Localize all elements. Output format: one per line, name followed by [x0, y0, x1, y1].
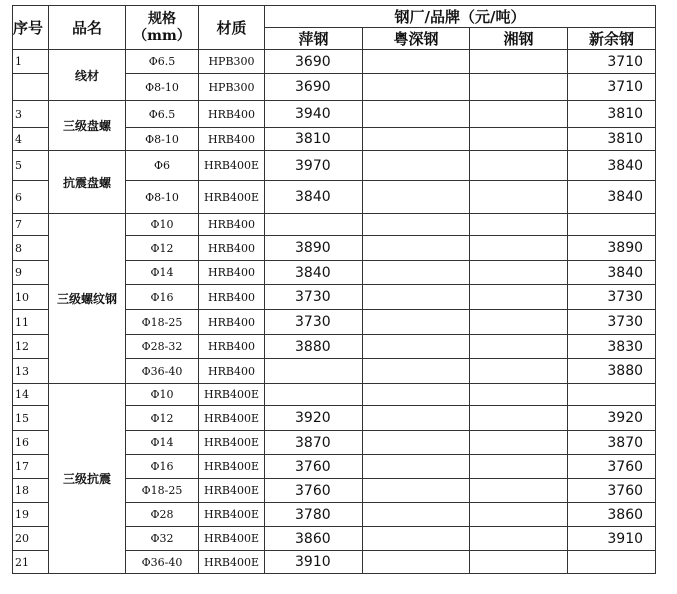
material-cell: HPB300	[199, 74, 265, 101]
price-cell: 3870	[568, 431, 656, 455]
price-cell	[470, 359, 568, 384]
steel-price-table	[12, 5, 656, 574]
material-cell: HRB400	[199, 335, 265, 359]
price-cell: 3690	[265, 50, 363, 74]
seq-cell: 11	[13, 310, 49, 335]
seq-cell: 3	[13, 101, 49, 128]
seq-cell: 9	[13, 261, 49, 285]
spec-cell: Φ16	[126, 455, 199, 479]
price-cell	[363, 261, 470, 285]
price-cell	[363, 479, 470, 503]
material-cell: HRB400E	[199, 431, 265, 455]
price-cell: 3840	[568, 151, 656, 181]
price-cell	[265, 359, 363, 384]
seq-cell: 15	[13, 406, 49, 431]
spec-cell: Φ14	[126, 431, 199, 455]
price-cell	[363, 455, 470, 479]
price-cell	[363, 503, 470, 527]
seq-cell: 1	[13, 50, 49, 74]
price-cell: 3810	[568, 128, 656, 151]
price-cell	[363, 431, 470, 455]
seq-cell: 13	[13, 359, 49, 384]
price-cell: 3810	[568, 101, 656, 128]
seq-cell: 7	[13, 214, 49, 236]
price-cell: 3730	[568, 285, 656, 310]
spec-cell: Φ12	[126, 406, 199, 431]
spec-cell: Φ32	[126, 527, 199, 551]
spec-cell: Φ10	[126, 384, 199, 406]
spec-cell: Φ6.5	[126, 101, 199, 128]
price-cell: 3840	[265, 261, 363, 285]
price-cell	[470, 74, 568, 101]
seq-cell: 20	[13, 527, 49, 551]
spec-cell: Φ8-10	[126, 181, 199, 214]
seq-cell: 6	[13, 181, 49, 214]
price-cell	[470, 50, 568, 74]
price-cell	[470, 479, 568, 503]
seq-cell: 12	[13, 335, 49, 359]
price-cell: 3690	[265, 74, 363, 101]
seq-cell: 5	[13, 151, 49, 181]
price-cell	[363, 101, 470, 128]
price-cell: 3780	[265, 503, 363, 527]
brand-group-header: 钢厂/品牌（元/吨）	[265, 6, 656, 28]
price-cell	[470, 128, 568, 151]
price-cell: 3970	[265, 151, 363, 181]
spec-cell: Φ8-10	[126, 128, 199, 151]
product-name-cell: 抗震盘螺	[49, 151, 126, 214]
price-cell: 3810	[265, 128, 363, 151]
spec-cell: Φ10	[126, 214, 199, 236]
price-cell	[470, 431, 568, 455]
material-header: 材质	[199, 6, 265, 50]
material-cell: HRB400E	[199, 384, 265, 406]
name-header: 品名	[49, 6, 126, 50]
spec-header	[126, 6, 199, 50]
price-cell	[363, 181, 470, 214]
price-cell: 3830	[568, 335, 656, 359]
price-cell	[470, 406, 568, 431]
seq-cell: 16	[13, 431, 49, 455]
price-cell	[363, 128, 470, 151]
table-row	[13, 50, 656, 74]
seq-cell: 18	[13, 479, 49, 503]
spec-header-line2: （mm）	[133, 27, 191, 44]
price-cell	[470, 236, 568, 261]
table-row	[13, 101, 656, 128]
brand-header: 湘钢	[470, 28, 568, 50]
spec-cell: Φ36-40	[126, 551, 199, 574]
price-cell: 3860	[265, 527, 363, 551]
material-cell: HRB400	[199, 285, 265, 310]
seq-cell: 17	[13, 455, 49, 479]
spec-cell: Φ8-10	[126, 74, 199, 101]
price-cell	[470, 310, 568, 335]
seq-cell: 21	[13, 551, 49, 574]
material-cell: HRB400E	[199, 455, 265, 479]
price-cell	[470, 335, 568, 359]
price-cell	[363, 236, 470, 261]
seq-cell: 19	[13, 503, 49, 527]
price-cell: 3760	[568, 455, 656, 479]
price-cell	[363, 285, 470, 310]
price-cell: 3880	[568, 359, 656, 384]
spec-header-line1: 规格	[148, 10, 176, 27]
price-cell	[363, 214, 470, 236]
price-cell	[568, 214, 656, 236]
price-cell	[363, 50, 470, 74]
material-cell: HRB400E	[199, 503, 265, 527]
material-cell: HRB400	[199, 236, 265, 261]
price-cell	[470, 214, 568, 236]
price-cell	[470, 285, 568, 310]
price-cell	[470, 151, 568, 181]
price-cell	[470, 527, 568, 551]
price-cell	[470, 261, 568, 285]
price-cell: 3710	[568, 74, 656, 101]
price-cell: 3760	[265, 479, 363, 503]
material-cell: HRB400E	[199, 181, 265, 214]
spec-cell: Φ12	[126, 236, 199, 261]
material-cell: HRB400	[199, 261, 265, 285]
price-cell: 3730	[265, 285, 363, 310]
price-cell	[363, 151, 470, 181]
brand-header: 新余钢	[568, 28, 656, 50]
table-row	[13, 384, 656, 406]
price-cell: 3870	[265, 431, 363, 455]
material-cell: HRB400	[199, 214, 265, 236]
header-row	[13, 6, 656, 28]
price-cell	[363, 74, 470, 101]
spec-cell: Φ14	[126, 261, 199, 285]
price-cell: 3710	[568, 50, 656, 74]
spec-cell: Φ36-40	[126, 359, 199, 384]
price-cell	[265, 384, 363, 406]
price-cell	[363, 359, 470, 384]
material-cell: HRB400	[199, 128, 265, 151]
material-cell: HRB400E	[199, 551, 265, 574]
seq-cell: 8	[13, 236, 49, 261]
spec-cell: Φ18-25	[126, 479, 199, 503]
price-cell: 3760	[568, 479, 656, 503]
spec-cell: Φ18-25	[126, 310, 199, 335]
spec-cell: Φ28	[126, 503, 199, 527]
price-cell	[363, 406, 470, 431]
price-cell	[470, 455, 568, 479]
spec-cell: Φ28-32	[126, 335, 199, 359]
material-cell: HRB400E	[199, 406, 265, 431]
price-cell: 3940	[265, 101, 363, 128]
price-cell	[363, 527, 470, 551]
price-cell: 3910	[265, 551, 363, 574]
price-cell: 3840	[568, 261, 656, 285]
seq-cell: 14	[13, 384, 49, 406]
product-name-cell: 三级抗震	[49, 384, 126, 574]
seq-header: 序号	[13, 6, 49, 50]
product-name-cell: 线材	[49, 50, 126, 101]
price-cell: 3760	[265, 455, 363, 479]
price-cell	[265, 214, 363, 236]
spec-cell: Φ6	[126, 151, 199, 181]
table-body	[13, 50, 656, 574]
price-cell	[470, 503, 568, 527]
brand-header: 萍钢	[265, 28, 363, 50]
spec-cell: Φ16	[126, 285, 199, 310]
spec-cell: Φ6.5	[126, 50, 199, 74]
material-cell: HRB400E	[199, 479, 265, 503]
material-cell: HRB400	[199, 101, 265, 128]
brand-header: 粤深钢	[363, 28, 470, 50]
material-cell: HPB300	[199, 50, 265, 74]
material-cell: HRB400E	[199, 527, 265, 551]
price-cell	[470, 101, 568, 128]
price-cell: 3920	[568, 406, 656, 431]
price-cell: 3880	[265, 335, 363, 359]
table-row	[13, 151, 656, 181]
price-cell: 3890	[568, 236, 656, 261]
product-name-cell: 三级螺纹钢	[49, 214, 126, 384]
seq-cell	[13, 74, 49, 101]
price-cell	[568, 551, 656, 574]
price-cell: 3840	[568, 181, 656, 214]
material-cell: HRB400	[199, 310, 265, 335]
price-cell: 3910	[568, 527, 656, 551]
material-cell: HRB400	[199, 359, 265, 384]
price-cell: 3730	[568, 310, 656, 335]
price-cell	[470, 384, 568, 406]
price-cell	[568, 384, 656, 406]
price-cell	[470, 551, 568, 574]
price-cell: 3860	[568, 503, 656, 527]
price-cell	[363, 384, 470, 406]
seq-cell: 4	[13, 128, 49, 151]
price-cell: 3840	[265, 181, 363, 214]
price-cell: 3920	[265, 406, 363, 431]
price-cell	[470, 181, 568, 214]
price-cell	[363, 551, 470, 574]
price-cell: 3890	[265, 236, 363, 261]
price-cell	[363, 335, 470, 359]
price-cell	[363, 310, 470, 335]
product-name-cell: 三级盘螺	[49, 101, 126, 151]
material-cell: HRB400E	[199, 151, 265, 181]
table-row	[13, 214, 656, 236]
seq-cell: 10	[13, 285, 49, 310]
price-cell: 3730	[265, 310, 363, 335]
